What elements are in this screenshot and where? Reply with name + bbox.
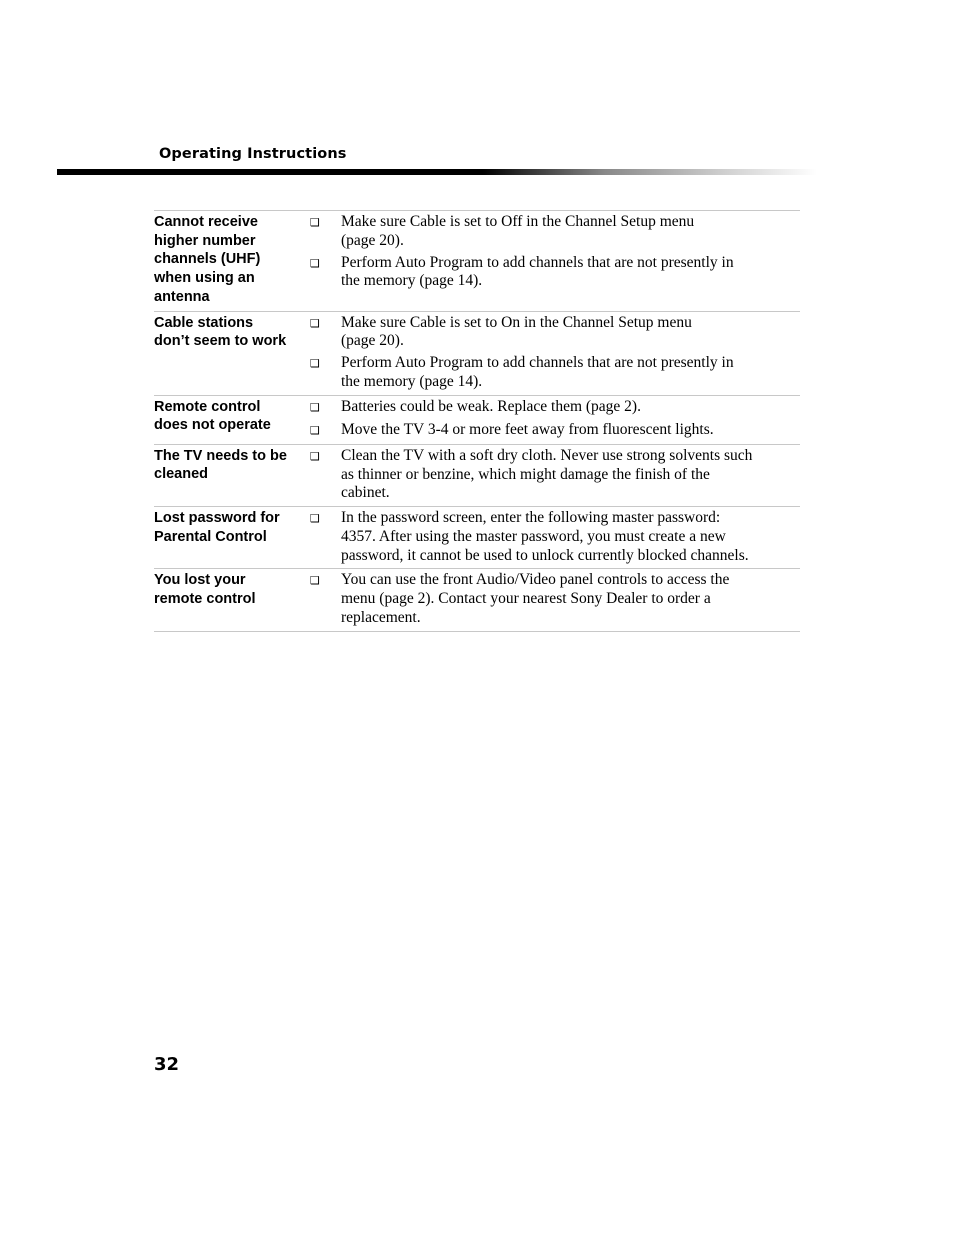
troubleshooting-table [154, 210, 800, 632]
solution-text [341, 571, 800, 627]
header-rule [57, 169, 817, 175]
checkbox-bullet-icon: ❑ [310, 400, 320, 414]
running-head: Operating Instructions [159, 146, 347, 162]
solution-line: Perform Auto Program to add channels that are not presently in [341, 253, 734, 271]
problem-label [154, 446, 306, 506]
solution-list [306, 570, 800, 630]
table-row [154, 312, 800, 396]
problem-line: The TV needs to be [154, 447, 287, 464]
problem-label [154, 212, 306, 311]
solution-list [306, 446, 800, 506]
checkbox-bullet-icon: ❑ [310, 316, 320, 330]
table-row [154, 569, 800, 631]
problem-label [154, 570, 306, 630]
table-row [154, 396, 800, 445]
solution-text [341, 398, 800, 418]
solution-line: menu (page 2). Contact your nearest Sony Dealer to order a [341, 590, 711, 608]
solution-line: Move the TV 3-4 or more feet away from fluorescent lights. [341, 420, 714, 438]
solution-list [306, 397, 800, 444]
problem-line: Cannot receive [154, 214, 258, 230]
checkbox-bullet-icon: ❑ [310, 574, 320, 588]
solution-line: the memory (page 14). [341, 272, 483, 290]
solution-line: Clean the TV with a soft dry cloth. Never use strong solvents such [341, 446, 753, 464]
solution-item [306, 314, 800, 352]
checkbox-bullet-icon: ❑ [310, 423, 320, 437]
solution-text [341, 447, 800, 503]
solution-line: 4357. After using the master password, you must create a new [341, 527, 726, 545]
solution-text [341, 213, 800, 251]
problem-label [154, 397, 306, 444]
solution-line: (page 20). [341, 231, 404, 249]
solution-line: Make sure Cable is set to Off in the Channel Setup menu [341, 213, 695, 230]
problem-line: You lost your [154, 572, 246, 589]
solution-line: Batteries could be weak. Replace them (page 2). [341, 397, 641, 415]
checkbox-bullet-icon: ❑ [310, 449, 320, 463]
solution-line: replacement. [341, 609, 421, 627]
table-row [154, 445, 800, 507]
solution-item [306, 254, 800, 292]
checkbox-bullet-icon: ❑ [310, 256, 320, 270]
problem-line: Remote control [154, 398, 261, 415]
problem-line: remote control [154, 591, 256, 608]
problem-label [154, 313, 306, 395]
solution-line: You can use the front Audio/Video panel controls to access the [341, 571, 730, 589]
problem-line: antenna [154, 288, 210, 305]
solution-item [306, 354, 800, 392]
solution-item [306, 571, 800, 627]
table-row [154, 507, 800, 569]
solution-text [341, 254, 800, 292]
solution-line: In the password screen, enter the following master password: [341, 509, 721, 527]
problem-line: when using an [154, 270, 255, 287]
solution-text [341, 354, 800, 392]
solution-text [341, 421, 800, 441]
problem-line: higher number [154, 232, 256, 249]
problem-line: Parental Control [154, 528, 267, 545]
solution-line: as thinner or benzine, which might damage the finish of the [341, 465, 710, 483]
problem-line: don’t seem to work [154, 333, 287, 350]
problem-line: Cable stations [154, 314, 254, 331]
solution-item [306, 398, 800, 418]
solution-line: Make sure Cable is set to On in the Channel Setup menu [341, 313, 692, 331]
solution-text [341, 509, 800, 565]
problem-line: channels (UHF) [154, 251, 261, 268]
solution-text [341, 314, 800, 352]
solution-item [306, 447, 800, 503]
solution-line: (page 20). [341, 332, 404, 350]
checkbox-bullet-icon: ❑ [310, 512, 320, 526]
problem-line: does not operate [154, 417, 271, 434]
solution-item [306, 213, 800, 251]
solution-line: Perform Auto Program to add channels that are not presently in [341, 354, 734, 372]
checkbox-bullet-icon: ❑ [310, 216, 320, 229]
solution-list [306, 212, 800, 311]
page-number: 32 [154, 1054, 180, 1075]
solution-item [306, 509, 800, 565]
problem-line: cleaned [154, 466, 208, 483]
checkbox-bullet-icon: ❑ [310, 357, 320, 371]
table-row [154, 211, 800, 312]
solution-list [306, 313, 800, 395]
solution-line: the memory (page 14). [341, 372, 483, 390]
solution-line: cabinet. [341, 484, 390, 502]
problem-line: Lost password for [154, 510, 280, 527]
solution-item [306, 421, 800, 441]
solution-list [306, 508, 800, 568]
solution-line: password, it cannot be used to unlock currently blocked channels. [341, 546, 749, 564]
problem-label [154, 508, 306, 568]
